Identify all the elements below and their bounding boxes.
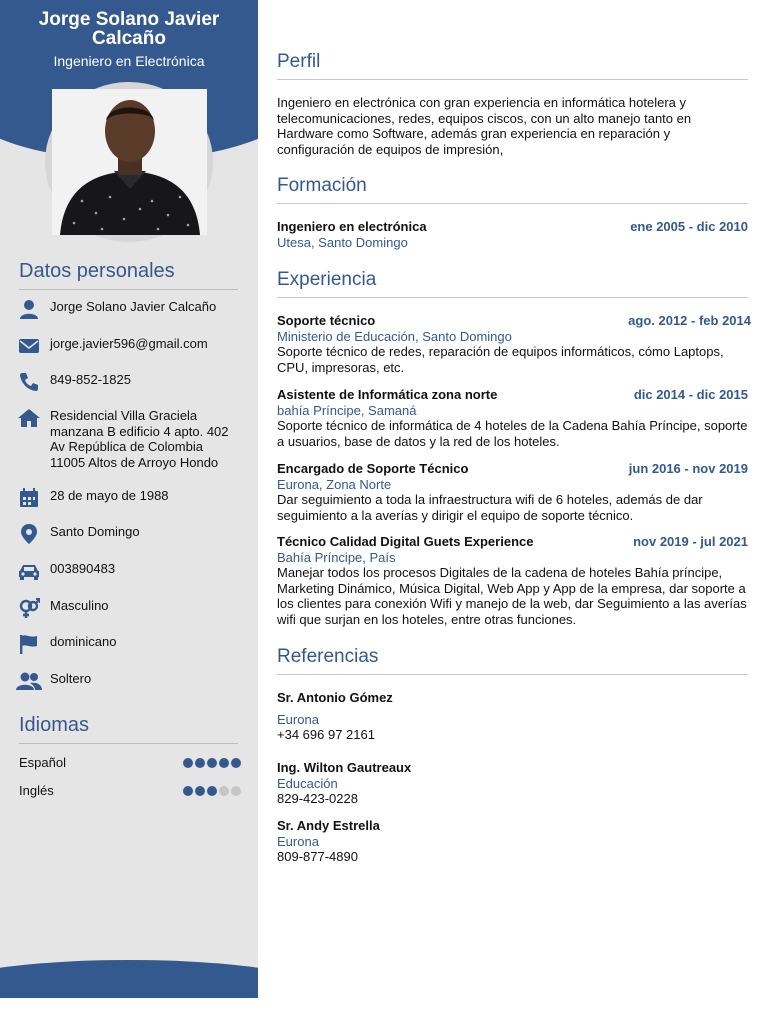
level-dot-filled xyxy=(231,758,241,768)
entry-dates: ene 2005 - dic 2010 xyxy=(630,219,748,234)
flag-icon xyxy=(18,634,40,654)
level-dot-filled xyxy=(195,758,205,768)
entry-subtitle: Utesa, Santo Domingo xyxy=(277,234,408,250)
candidate-title: Ingeniero en Electrónica xyxy=(53,53,205,69)
sidebar xyxy=(0,0,258,998)
reference-entry xyxy=(277,760,411,807)
reference-entry xyxy=(277,690,393,743)
entry-subtitle: Bahía Príncipe, País xyxy=(277,549,396,565)
experience-entry xyxy=(277,313,751,375)
languages-divider xyxy=(19,743,238,744)
entry-subtitle: Eurona, Zona Norte xyxy=(277,476,392,492)
level-dot-empty xyxy=(231,786,241,796)
language-name: Español xyxy=(19,755,66,770)
language-row-spanish xyxy=(19,755,241,770)
level-dot-filled xyxy=(219,758,229,768)
formacion-divider xyxy=(277,203,748,204)
referencias-heading: Referencias xyxy=(277,646,379,667)
sidebar-footer-band xyxy=(0,960,258,998)
reference-entry xyxy=(277,818,380,865)
level-dot-filled xyxy=(183,758,193,768)
personal-item-text: Santo Domingo xyxy=(50,524,140,539)
perfil-divider xyxy=(277,79,748,80)
reference-name: Ing. Wilton Gautreaux xyxy=(277,760,412,775)
experiencia-divider xyxy=(277,297,748,298)
level-dot-empty xyxy=(219,786,229,796)
language-name: Inglés xyxy=(19,783,54,798)
experience-entry xyxy=(277,534,748,627)
entry-dates: ago. 2012 - feb 2014 xyxy=(628,313,751,328)
phone-icon xyxy=(18,372,40,392)
personal-item-text: 003890483 xyxy=(50,561,116,576)
personal-item-text: Residencial Villa Graciela manzana B edificio 4 apto. 402 Av República de Colombia 11005 Altos de Arroyo Hondo xyxy=(50,408,229,470)
level-dot-filled xyxy=(183,786,193,796)
personal-item-text: Masculino xyxy=(50,598,109,613)
entry-title: Soporte técnico xyxy=(277,313,376,328)
personal-item-text: Soltero xyxy=(50,671,92,686)
reference-phone: 829-423-0228 xyxy=(277,791,358,806)
personal-item-text: Jorge Solano Javier Calcaño xyxy=(50,299,217,314)
personal-data-heading: Datos personales xyxy=(19,260,175,282)
user-icon xyxy=(18,299,40,319)
entry-dates: nov 2019 - jul 2021 xyxy=(633,534,748,549)
language-level-dots xyxy=(183,758,241,768)
referencias-divider xyxy=(277,674,748,675)
entry-title: Ingeniero en electrónica xyxy=(277,219,427,234)
education-entry xyxy=(277,219,748,250)
personal-item-text: jorge.javier596@gmail.com xyxy=(50,336,208,351)
reference-org: Educación xyxy=(277,775,338,791)
language-level-dots xyxy=(183,786,241,796)
users-icon xyxy=(16,671,42,691)
language-row-english xyxy=(19,783,241,798)
location-pin-icon xyxy=(18,524,40,544)
gender-icon xyxy=(18,598,40,618)
profile-photo xyxy=(52,89,207,235)
experiencia-heading: Experiencia xyxy=(277,269,377,290)
entry-description: Soporte técnico de informática de 4 hoteles de la Cadena Bahía Príncipe, soporte a usuarios, base de datos y la red de los hoteles. xyxy=(277,418,748,449)
envelope-icon xyxy=(18,336,40,356)
entry-title: Asistente de Informática zona norte xyxy=(277,387,498,402)
home-icon xyxy=(18,408,40,428)
reference-org: Eurona xyxy=(277,833,319,849)
perfil-heading: Perfil xyxy=(277,51,321,72)
experience-entry xyxy=(277,461,748,523)
formacion-heading: Formación xyxy=(277,175,367,196)
level-dot-filled xyxy=(195,786,205,796)
entry-description: Soporte técnico de redes, reparación de equipos informáticos, cómo Laptops, CPU, impresoras, etc. xyxy=(277,344,724,375)
reference-org: Eurona xyxy=(277,711,319,727)
level-dot-filled xyxy=(207,786,217,796)
car-icon xyxy=(18,561,40,581)
reference-phone: +34 696 97 2161 xyxy=(277,727,375,742)
entry-description: Manejar todos los procesos Digitales de la cadena de hoteles Bahía príncipe, Marketing Dinámico, Música Digital, Web App y App de la empresa, dar soporte a los clientes para conexión Wifi y manejo de la web, dar Seguimiento a las averías wifi que surjan en los hoteles, entre otras funciones. xyxy=(277,565,747,627)
entry-title: Técnico Calidad Digital Guets Experience xyxy=(277,534,534,549)
entry-title: Encargado de Soporte Técnico xyxy=(277,461,469,476)
entry-subtitle: bahía Príncipe, Samaná xyxy=(277,402,417,418)
reference-name: Sr. Antonio Gómez xyxy=(277,690,393,705)
entry-dates: jun 2016 - nov 2019 xyxy=(628,461,748,476)
calendar-icon xyxy=(18,488,40,508)
candidate-name: Jorge Solano Javier Calcaño xyxy=(38,9,220,49)
personal-item-text: 849-852-1825 xyxy=(50,372,131,387)
reference-name: Sr. Andy Estrella xyxy=(277,818,380,833)
personal-item-text: dominicano xyxy=(50,634,117,649)
personal-item-text: 28 de mayo de 1988 xyxy=(50,488,169,503)
perfil-text: Ingeniero en electrónica con gran experiencia en informática hotelera y telecomunicaciones, redes, equipos ciscos, con un alto manejo tanto en Hardware como Software, además gran experiencia en reparación y configuración de equipos de impresión, xyxy=(277,95,692,157)
experience-entry xyxy=(277,387,748,449)
languages-heading: Idiomas xyxy=(19,714,90,736)
entry-description: Dar seguimiento a toda la infraestructura wifi de 6 hoteles, además de dar seguimiento a la averías y dirigir el equipo de soporte técnico. xyxy=(277,492,703,523)
personal-data-divider xyxy=(19,289,238,290)
entry-dates: dic 2014 - dic 2015 xyxy=(633,387,748,402)
reference-phone: 809-877-4890 xyxy=(277,849,358,864)
level-dot-filled xyxy=(207,758,217,768)
entry-subtitle: Ministerio de Educación, Santo Domingo xyxy=(277,328,512,344)
